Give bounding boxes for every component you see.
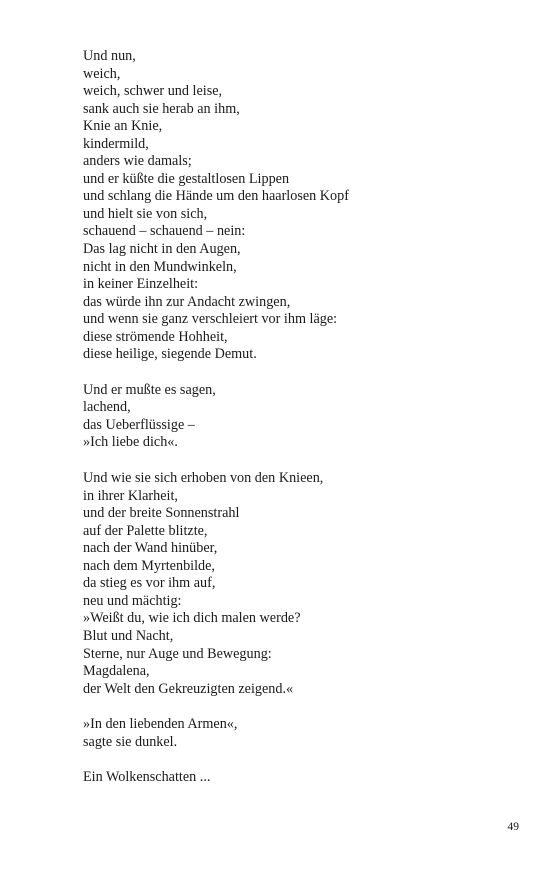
- poem-line: Und nun,: [83, 48, 136, 64]
- poem-line: weich, schwer und leise,: [83, 83, 223, 100]
- stanza-3: [83, 470, 503, 698]
- poem-line: Sterne, nur Auge und Bewegung:: [83, 645, 272, 662]
- page-number: 49: [507, 821, 519, 833]
- poem-line: und hielt sie von sich,: [83, 205, 208, 222]
- poem-line: kindermild,: [83, 135, 149, 152]
- poem-line: das Ueberflüssige –: [83, 416, 195, 433]
- poem-line: neu und mächtig:: [83, 592, 182, 609]
- poem-line: der Welt den Gekreuzigten zeigend.«: [83, 680, 294, 697]
- poem-text: [83, 48, 503, 805]
- poem-line: in ihrer Klarheit,: [83, 487, 178, 504]
- poem-line: »In den liebenden Armen«,: [83, 716, 238, 733]
- stanza-4: [83, 716, 503, 751]
- poem-line: »Weißt du, wie ich dich malen werde?: [83, 610, 301, 627]
- poem-line: Knie an Knie,: [83, 118, 163, 135]
- poem-line: anders wie damals;: [83, 153, 192, 170]
- poem-line: Magdalena,: [83, 663, 150, 680]
- poem-line: Das lag nicht in den Augen,: [83, 241, 241, 258]
- poem-line: schauend – schauend – nein:: [83, 223, 246, 240]
- stanza-2: [83, 382, 503, 452]
- poem-line: sank auch sie herab an ihm,: [83, 100, 240, 117]
- poem-line: und er küßte die gestaltlosen Lippen: [83, 170, 290, 187]
- stanza-1: [83, 48, 503, 364]
- poem-line: Ein Wolkenschatten ...: [83, 769, 211, 786]
- poem-line: das würde ihn zur Andacht zwingen,: [83, 293, 291, 310]
- poem-line: diese heilige, siegende Demut.: [83, 346, 257, 363]
- poem-line: Blut und Nacht,: [83, 627, 174, 644]
- poem-line: in keiner Einzelheit:: [83, 276, 199, 293]
- poem-line: nach der Wand hinüber,: [83, 540, 218, 557]
- poem-line: und schlang die Hände um den haarlosen Kopf: [83, 188, 349, 205]
- poem-line: und der breite Sonnenstrahl: [83, 505, 240, 522]
- poem-line: nach dem Myrtenbilde,: [83, 557, 215, 574]
- poem-line: und wenn sie ganz verschleiert vor ihm läge:: [83, 311, 338, 328]
- poem-line: auf der Palette blitzte,: [83, 522, 208, 539]
- poem-line: lachend,: [83, 399, 131, 416]
- poem-line: weich,: [83, 65, 121, 82]
- poem-line: diese strömende Hohheit,: [83, 328, 228, 345]
- poem-line: sagte sie dunkel.: [83, 733, 178, 750]
- poem-line: Und er mußte es sagen,: [83, 381, 216, 398]
- stanza-5: [83, 769, 503, 787]
- poem-line: Und wie sie sich erhoben von den Knieen,: [83, 470, 324, 487]
- poem-line: »Ich liebe dich«.: [83, 434, 178, 451]
- poem-line: da stieg es vor ihm auf,: [83, 575, 216, 592]
- poem-line: nicht in den Mundwinkeln,: [83, 258, 237, 275]
